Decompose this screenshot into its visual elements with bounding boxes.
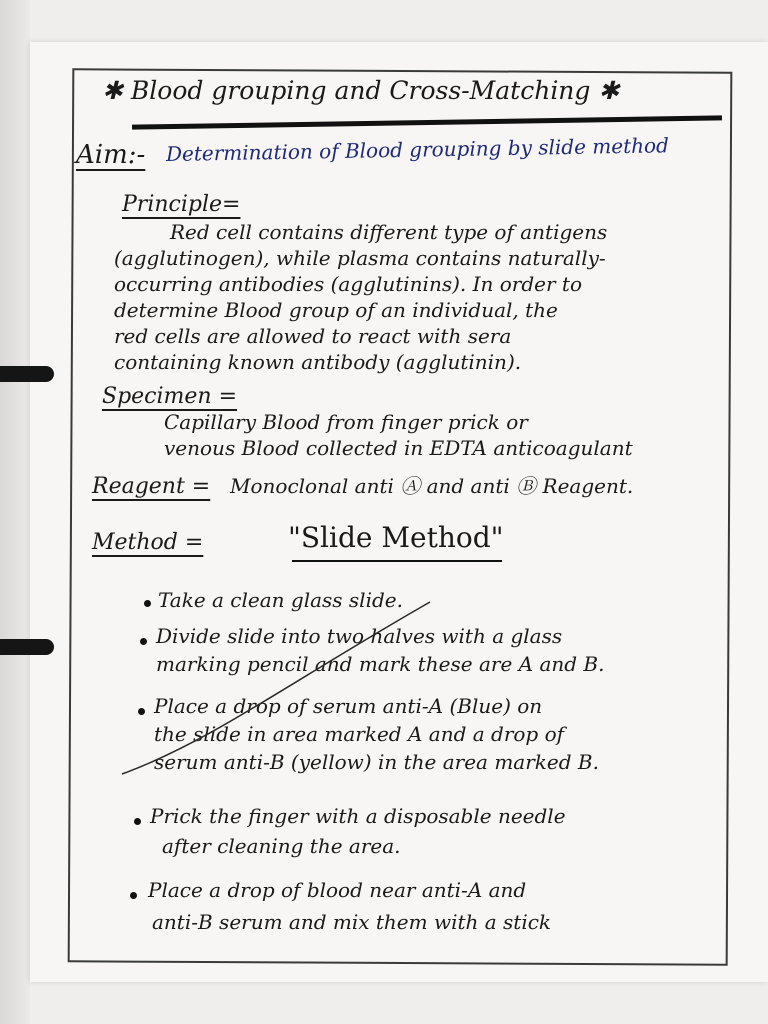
principle-line: red cells are allowed to react with sera [114,324,512,348]
aim-label: Aim:- [76,140,146,170]
method-step-line: after cleaning the area. [162,834,401,858]
bullet-dot [140,638,147,645]
bullet-dot [144,600,151,607]
method-step-line: Divide slide into two halves with a glass [156,624,563,648]
binder-ring [0,366,54,382]
bullet-dot [134,818,141,825]
aim-text: Determination of Blood grouping by slide method [165,133,670,166]
method-step-line: Take a clean glass slide. [158,588,403,612]
binder-edge [0,0,30,1024]
method-heading: Method = [92,530,204,555]
principle-heading: Principle= [122,192,241,217]
method-subtitle: "Slide Method" [288,521,504,554]
principle-line: containing known antibody (agglutinin). [114,350,522,374]
specimen-heading: Specimen = [102,384,238,409]
binder-ring [0,639,54,655]
principle-line: occurring antibodies (agglutinins). In order to [114,272,582,296]
principle-line: (agglutinogen), while plasma contains naturally- [114,246,606,270]
method-step-line: the slide in area marked A and a drop of [154,722,565,746]
method-step-line: anti-B serum and mix them with a stick [152,910,552,934]
method-step-line: Place a drop of serum anti-A (Blue) on [154,694,543,718]
bullet-dot [138,708,145,715]
method-step-line: Place a drop of blood near anti-A and [148,878,527,902]
subtitle-underline [292,560,502,562]
reagent-heading: Reagent = [92,474,211,499]
page-title: ✱ Blood grouping and Cross-Matching ✱ [102,76,620,105]
method-step-line: serum anti-B (yellow) in the area marked B. [154,750,599,774]
reagent-text: Monoclonal anti Ⓐ and anti Ⓑ Reagent. [230,474,634,498]
principle-line: determine Blood group of an individual, the [114,298,558,322]
principle-line: Red cell contains different type of antigens [170,220,608,244]
bullet-dot [130,892,137,899]
specimen-line: venous Blood collected in EDTA anticoagulant [164,436,633,460]
specimen-line: Capillary Blood from finger prick or [164,410,528,434]
notebook-page [30,42,768,982]
method-step-line: Prick the finger with a disposable needle [150,804,566,828]
method-step-line: marking pencil and mark these are A and B. [156,652,605,676]
